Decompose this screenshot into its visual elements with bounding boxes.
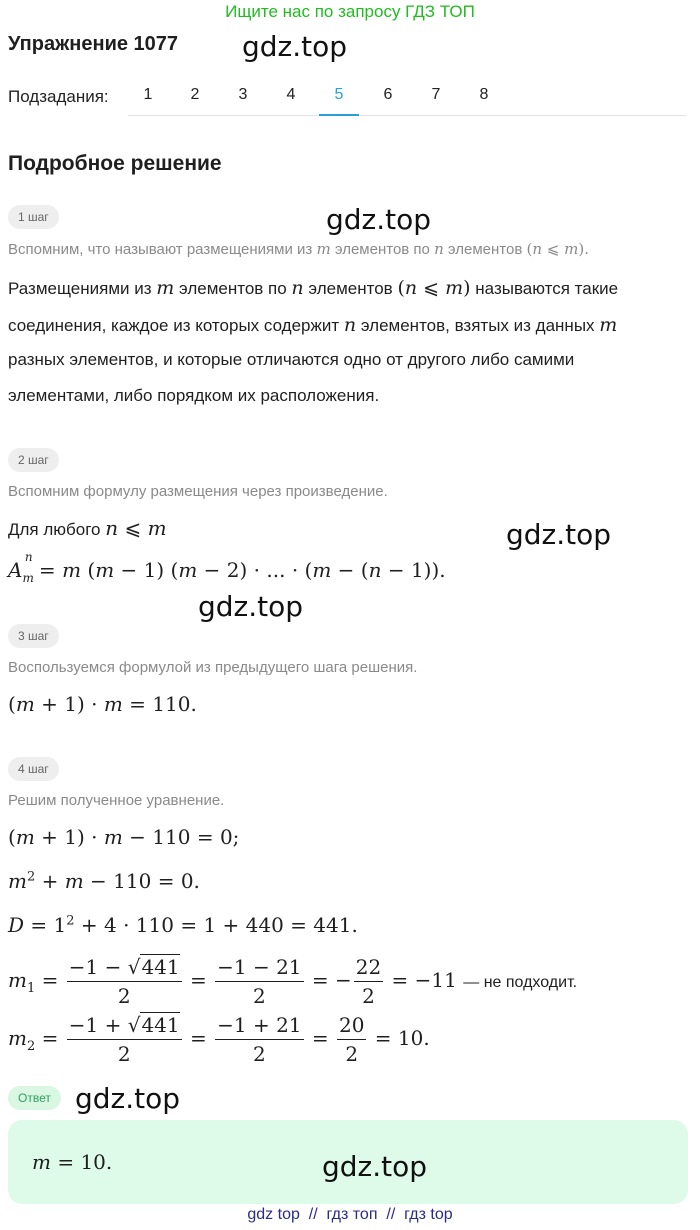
step1-text: Размещениями из xyxy=(8,279,152,298)
watermark: gdz.top xyxy=(75,1082,181,1115)
math: (n ⩽ m) xyxy=(397,277,471,299)
equation-1: (m + 1) · m = 110. xyxy=(8,692,197,716)
step1-hint-mid: элементов по xyxy=(334,241,430,258)
step-badge-1: 1 шаг xyxy=(8,205,59,229)
subtask-tab-1[interactable]: 1 xyxy=(143,86,153,103)
subtask-tab-6[interactable]: 6 xyxy=(383,86,393,103)
watermark: gdz.top xyxy=(322,1150,428,1183)
math: m xyxy=(156,277,175,299)
subtask-tab-5[interactable]: 5 xyxy=(334,86,344,103)
step1-line-3: разных элементов, и которые отличаются одно от другого либо самими xyxy=(8,350,575,369)
formula-arrangement: $A_m^n = m$ (m − 1) (m − 2) · ... · (m − (n − 1)). xyxy=(8,550,446,585)
step2-text: Для любого xyxy=(8,520,101,539)
subtasks-tabs xyxy=(128,78,686,116)
step1-line-1 xyxy=(8,277,618,299)
step1-hint-end: элементов xyxy=(447,241,523,258)
step3-hint: Воспользуемся формулой из предыдущего шага решения. xyxy=(8,659,418,676)
footer-links[interactable]: gdz top // гдз топ // гдз top xyxy=(247,1206,453,1223)
answer-badge: Ответ xyxy=(8,1086,61,1110)
math: m xyxy=(316,240,331,258)
active-tab-indicator xyxy=(319,114,359,116)
exercise-title: Упражнение 1077 xyxy=(8,33,179,55)
step1-hint-text: Вспомним, что называют размещениями из xyxy=(8,241,313,258)
root-m1: $m_1$ = $\frac{-1 - √441}{2}$ = $\frac{-1 - 21}{2}$ = − $\frac{22}{2}$ = −11 — не подходит. xyxy=(8,955,578,1008)
subtask-tab-8[interactable]: 8 xyxy=(479,86,489,103)
step1-text: элементов xyxy=(308,279,393,298)
math: n ⩽ m xyxy=(105,516,167,540)
answer-value: m = 10. xyxy=(32,1150,113,1174)
discriminant: $D = 1^2 + 4 \cdot 110 = 1 + 440 = 441$. xyxy=(8,913,358,937)
math: n xyxy=(434,240,444,258)
search-banner: Ищите нас по запросу ГДЗ ТОП xyxy=(225,2,475,21)
step-badge-4: 4 шаг xyxy=(8,757,59,781)
step4-hint: Решим полученное уравнение. xyxy=(8,792,225,809)
math: n xyxy=(291,277,304,299)
subtasks-label: Подзадания: xyxy=(8,87,109,106)
math: n xyxy=(343,314,357,336)
solution-heading: Подробное решение xyxy=(8,152,222,175)
equation-3: $m^2 + m - 110 = 0$. xyxy=(8,869,200,893)
step1-hint xyxy=(8,240,589,258)
root-m2: $m_2$ = $\frac{-1 + √441}{2}$ = $\frac{-1 + 21}{2}$ = $\frac{20}{2}$ = 10. xyxy=(8,1013,430,1066)
step2-line xyxy=(8,516,167,540)
step-badge-2: 2 шаг xyxy=(8,448,59,472)
math: m xyxy=(599,314,618,336)
subtask-tab-4[interactable]: 4 xyxy=(286,86,296,103)
subtask-tab-3[interactable]: 3 xyxy=(238,86,248,103)
answer-box xyxy=(8,1120,688,1204)
step1-text: соединения, каждое из которых содержит xyxy=(8,316,340,335)
subtask-tab-2[interactable]: 2 xyxy=(190,86,200,103)
not-fit-label: — не подходит. xyxy=(463,974,578,991)
equation-2: (m + 1) · m − 110 = 0; xyxy=(8,825,240,849)
step1-text: элементов, взятых из данных xyxy=(360,316,595,335)
step1-line-2 xyxy=(8,314,617,336)
step1-text: называются такие xyxy=(475,279,619,298)
watermark: gdz.top xyxy=(242,30,348,63)
step1-line-4: элементами, либо порядком их расположения. xyxy=(8,386,380,405)
subtask-tab-7[interactable]: 7 xyxy=(431,86,441,103)
watermark: gdz.top xyxy=(198,590,304,623)
watermark: gdz.top xyxy=(506,518,612,551)
watermark: gdz.top xyxy=(326,203,432,236)
step-badge-3: 3 шаг xyxy=(8,624,59,648)
step1-text: элементов по xyxy=(179,279,287,298)
step2-hint: Вспомним формулу размещения через произведение. xyxy=(8,483,388,500)
math: (n ⩽ m). xyxy=(526,240,589,258)
